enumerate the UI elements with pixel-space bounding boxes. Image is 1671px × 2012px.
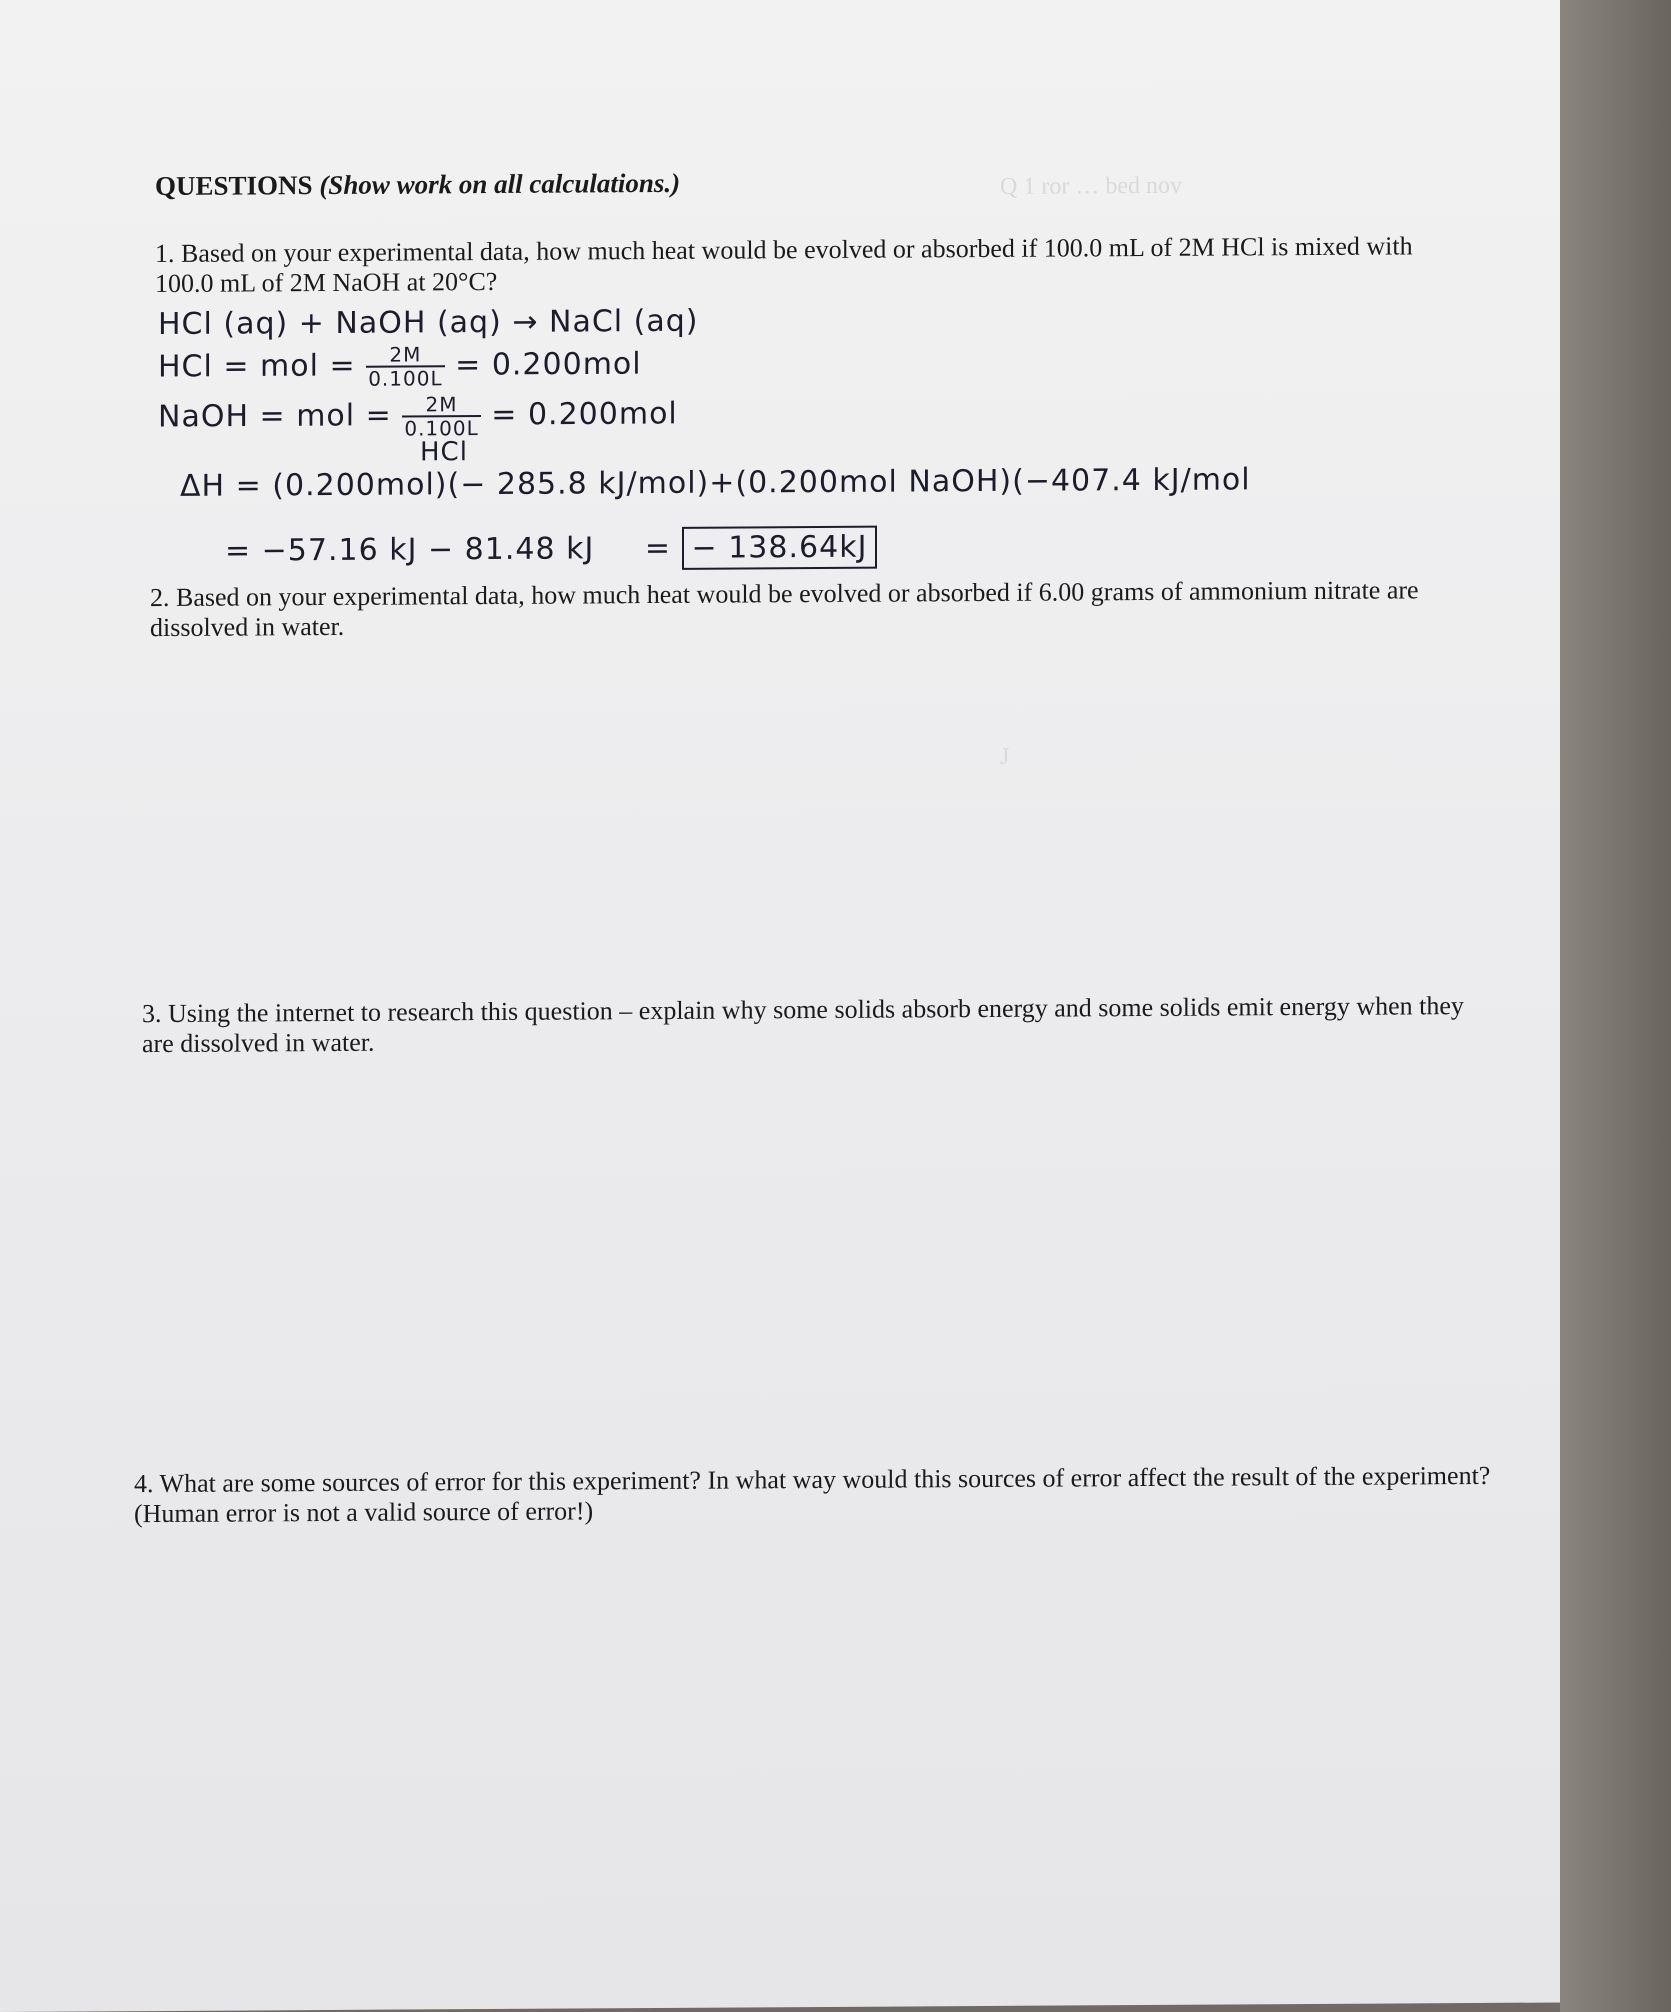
- background-surface: [1560, 0, 1671, 2012]
- question-text: Based on your experimental data, how much heat would be evolved or absorbed if 6.00 grams of ammonium nitrate are dissolved in water.: [150, 575, 1419, 643]
- page-heading: [155, 168, 680, 201]
- question-text: What are some sources of error for this experiment? In what way would this sources of error affect the result of the experiment? (Human error is not a valid source of error!): [134, 1460, 1491, 1529]
- handwritten-enthalpy-equation: ΔH = (0.200mol)(− 285.8 kJ/mol)+(0.200mol NaOH)(−407.4 kJ/mol: [180, 462, 1251, 504]
- hcl-fraction-numerator: 2M: [366, 343, 444, 367]
- hcl-fraction-denominator: 0.100L: [368, 366, 443, 391]
- question-number: 4.: [134, 1469, 154, 1499]
- question-text: Using the internet to research this question – explain why some solids absorb energy and some solids emit energy when they are dissolved in water.: [142, 991, 1464, 1059]
- question-number: 1.: [155, 238, 175, 269]
- hcl-prefix: HCl = mol =: [158, 348, 356, 385]
- boxed-answer: − 138.64kJ: [682, 526, 878, 570]
- naoh-prefix: NaOH = mol =: [158, 398, 392, 435]
- handwritten-reaction: HCl (aq) + NaOH (aq) → NaCl (aq): [158, 303, 699, 343]
- handwritten-naoh-moles: [158, 392, 678, 441]
- hcl-result: = 0.200mol: [455, 346, 642, 383]
- handwritten-sum-line: [225, 530, 877, 569]
- hcl-fraction: [366, 343, 444, 389]
- question-3: [142, 991, 1487, 1059]
- naoh-fraction: [402, 393, 480, 439]
- naoh-result: = 0.200mol: [491, 396, 678, 433]
- naoh-fraction-numerator: 2M: [402, 393, 480, 417]
- handwritten-hcl-moles: [158, 342, 642, 391]
- question-1: [155, 231, 1445, 299]
- sum-expression: = −57.16 kJ − 81.48 kJ: [225, 531, 595, 569]
- question-4: [134, 1461, 1524, 1529]
- handwritten-hcl-annotation: HCl: [420, 437, 468, 468]
- question-text: Based on your experimental data, how much heat would be evolved or absorbed if 100.0 mL of 2M HCl is mixed with 100.0 mL of 2M NaOH at 20°C?: [155, 231, 1413, 299]
- question-number: 2.: [150, 582, 170, 613]
- question-number: 3.: [142, 999, 162, 1029]
- bleed-through-text: Q 1 ror … bed nov: [1000, 172, 1182, 200]
- sum-equals: =: [644, 530, 671, 567]
- question-2: [150, 575, 1480, 643]
- heading-subtitle: (Show work on all calculations.): [319, 167, 681, 201]
- naoh-fraction-denominator: 0.100L: [404, 416, 479, 441]
- bleed-through-text: J: [1000, 743, 1010, 770]
- heading-title: QUESTIONS: [155, 170, 313, 202]
